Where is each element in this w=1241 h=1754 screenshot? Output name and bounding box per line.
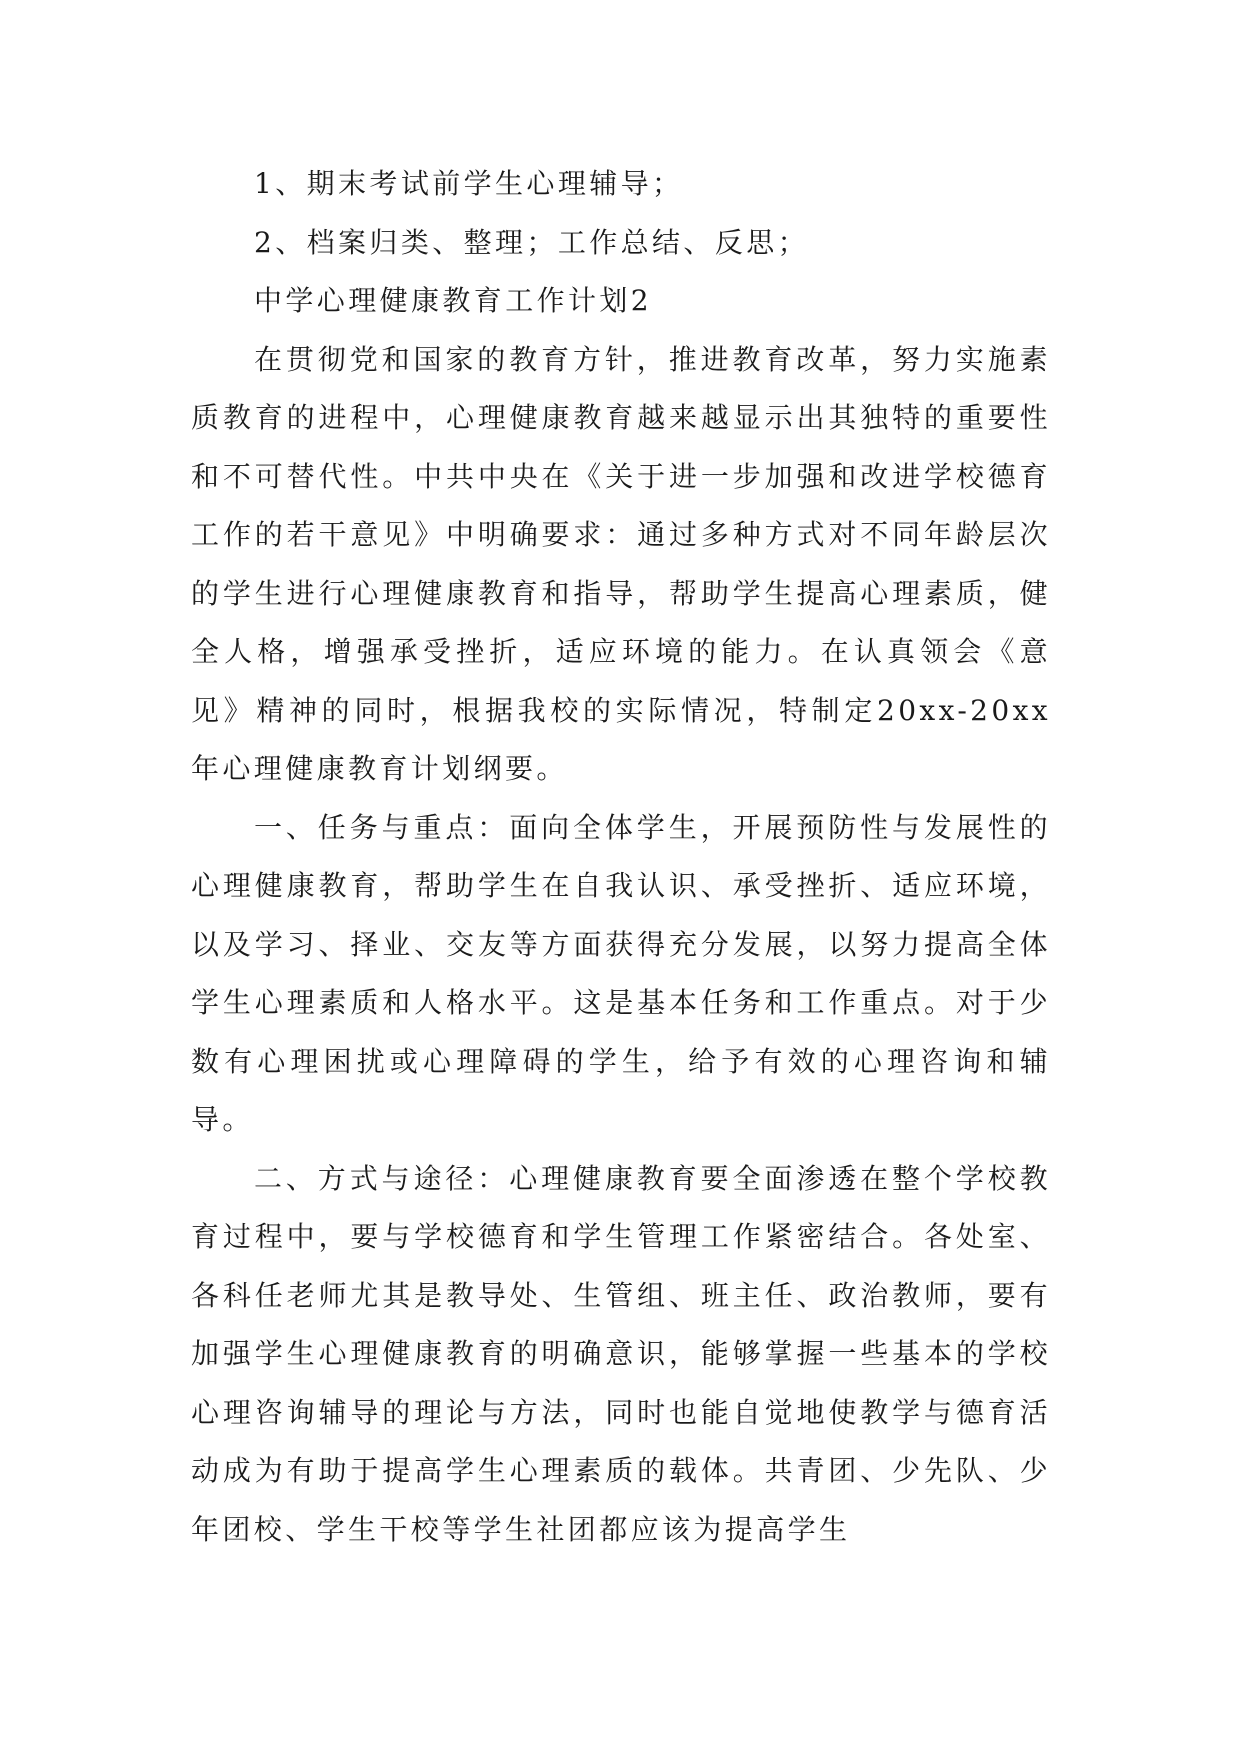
document-body — [191, 155, 1051, 1559]
paragraph-item-1: 1、期末考试前学生心理辅导； — [254, 167, 684, 200]
tasks-paragraph: 一、任务与重点：面向全体学生，开展预防性与发展性的心理健康教育，帮助学生在自我认识、承受挫折、适应环境，以及学习、择业、交友等方面获得充分发展，以努力提高全体学生心理素质和人格水平。这是基本任务和工作重点。对于少数有心理困扰或心理障碍的学生，给予有效的心理咨询和辅导。 — [191, 810, 1051, 1136]
methods-paragraph: 二、方式与途径：心理健康教育要全面渗透在整个学校教育过程中，要与学校德育和学生管理工作紧密结合。各处室、各科任老师尤其是教导处、生管组、班主任、政治教师，要有加强学生心理健康教育的明确意识，能够掌握一些基本的学校心理咨询辅导的理论与方法，同时也能自觉地使教学与德育活动成为有助于提高学生心理素质的载体。共青团、少先队、少年团校、学生干校等学生社团都应该为提高学生 — [191, 1161, 1051, 1546]
intro-paragraph: 在贯彻党和国家的教育方针，推进教育改革，努力实施素质教育的进程中，心理健康教育越来越显示出其独特的重要性和不可替代性。中共中央在《关于进一步加强和改进学校德育工作的若干意见》中明确要求：通过多种方式对不同年龄层次的学生进行心理健康教育和指导，帮助学生提高心理素质，健全人格，增强承受挫折，适应环境的能力。在认真领会《意见》精神的同时，根据我校的实际情况，特制定20xx-20xx年心理健康教育计划纲要。 — [191, 342, 1051, 785]
section-title: 中学心理健康教育工作计划2 — [254, 284, 653, 317]
paragraph-item-2: 2、档案归类、整理；工作总结、反思； — [254, 225, 810, 259]
